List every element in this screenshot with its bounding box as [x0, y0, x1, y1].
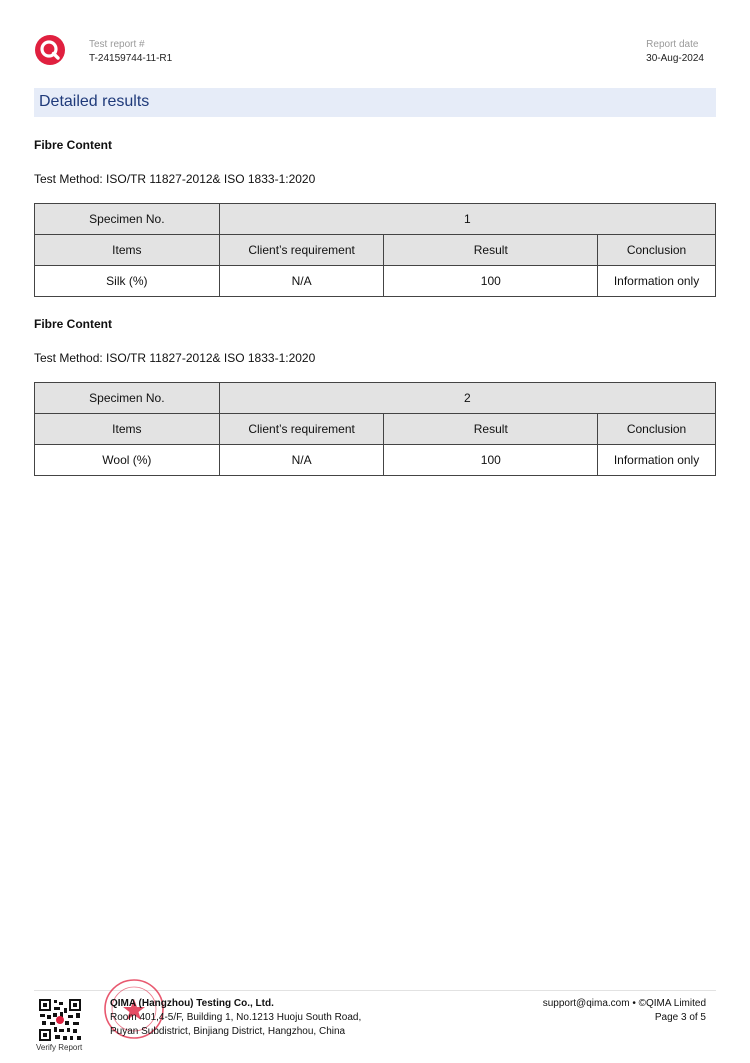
- specimen-number: 1: [219, 204, 715, 235]
- test-method: Test Method: ISO/TR 11827-2012& ISO 1833-1:2020: [34, 172, 316, 186]
- company-info: [110, 997, 361, 1039]
- column-header: Result: [384, 235, 598, 266]
- specimen-label: Specimen No.: [35, 204, 220, 235]
- table-cell: Information only: [598, 445, 716, 476]
- verify-report-label: Verify Report: [36, 1043, 83, 1052]
- column-header: Items: [35, 414, 220, 445]
- specimen-row: [35, 383, 716, 414]
- table-row: [35, 445, 716, 476]
- specimen-label: Specimen No.: [35, 383, 220, 414]
- results-table: [34, 382, 716, 476]
- column-header-row: [35, 235, 716, 266]
- report-header: [0, 0, 750, 80]
- qima-logo-icon: [34, 34, 66, 66]
- column-header: Client’s requirement: [219, 235, 384, 266]
- company-address-line1: Room 401,4-5/F, Building 1, No.1213 Huoju South Road,: [110, 1012, 362, 1023]
- specimen-number: 2: [219, 383, 715, 414]
- table-cell: Wool (%): [35, 445, 220, 476]
- report-date: 30-Aug-2024: [646, 53, 704, 64]
- column-header: Result: [384, 414, 598, 445]
- test-title: Fibre Content: [34, 317, 112, 331]
- table-row: [35, 266, 716, 297]
- table-cell: N/A: [219, 445, 384, 476]
- report-date-block: [646, 38, 704, 66]
- specimen-row: [35, 204, 716, 235]
- report-number-label: Test report #: [89, 39, 145, 50]
- column-header: Conclusion: [598, 235, 716, 266]
- column-header-row: [35, 414, 716, 445]
- report-number: T-24159744-11-R1: [89, 53, 173, 64]
- company-name: QIMA (Hangzhou) Testing Co., Ltd.: [110, 998, 274, 1009]
- contact-info: [543, 997, 706, 1025]
- report-number-block: [89, 38, 172, 66]
- column-header: Client’s requirement: [219, 414, 384, 445]
- page-number: Page 3 of 5: [654, 1012, 706, 1023]
- column-header: Conclusion: [598, 414, 716, 445]
- section-title: Detailed results: [39, 93, 150, 110]
- contact-email[interactable]: support@qima.com • ©QIMA Limited: [542, 998, 706, 1009]
- qr-code-icon[interactable]: [38, 998, 82, 1042]
- table-cell: Information only: [598, 266, 716, 297]
- section-header: [34, 88, 716, 117]
- test-method: Test Method: ISO/TR 11827-2012& ISO 1833-1:2020: [34, 351, 316, 365]
- table-cell: 100: [384, 266, 598, 297]
- report-date-label: Report date: [646, 39, 699, 50]
- company-address-line2: Puyan Subdistrict, Binjiang District, Hangzhou, China: [110, 1026, 346, 1037]
- table-cell: N/A: [219, 266, 384, 297]
- results-table: [34, 203, 716, 297]
- test-title: Fibre Content: [34, 138, 112, 152]
- column-header: Items: [35, 235, 220, 266]
- table-cell: 100: [384, 445, 598, 476]
- table-cell: Silk (%): [35, 266, 220, 297]
